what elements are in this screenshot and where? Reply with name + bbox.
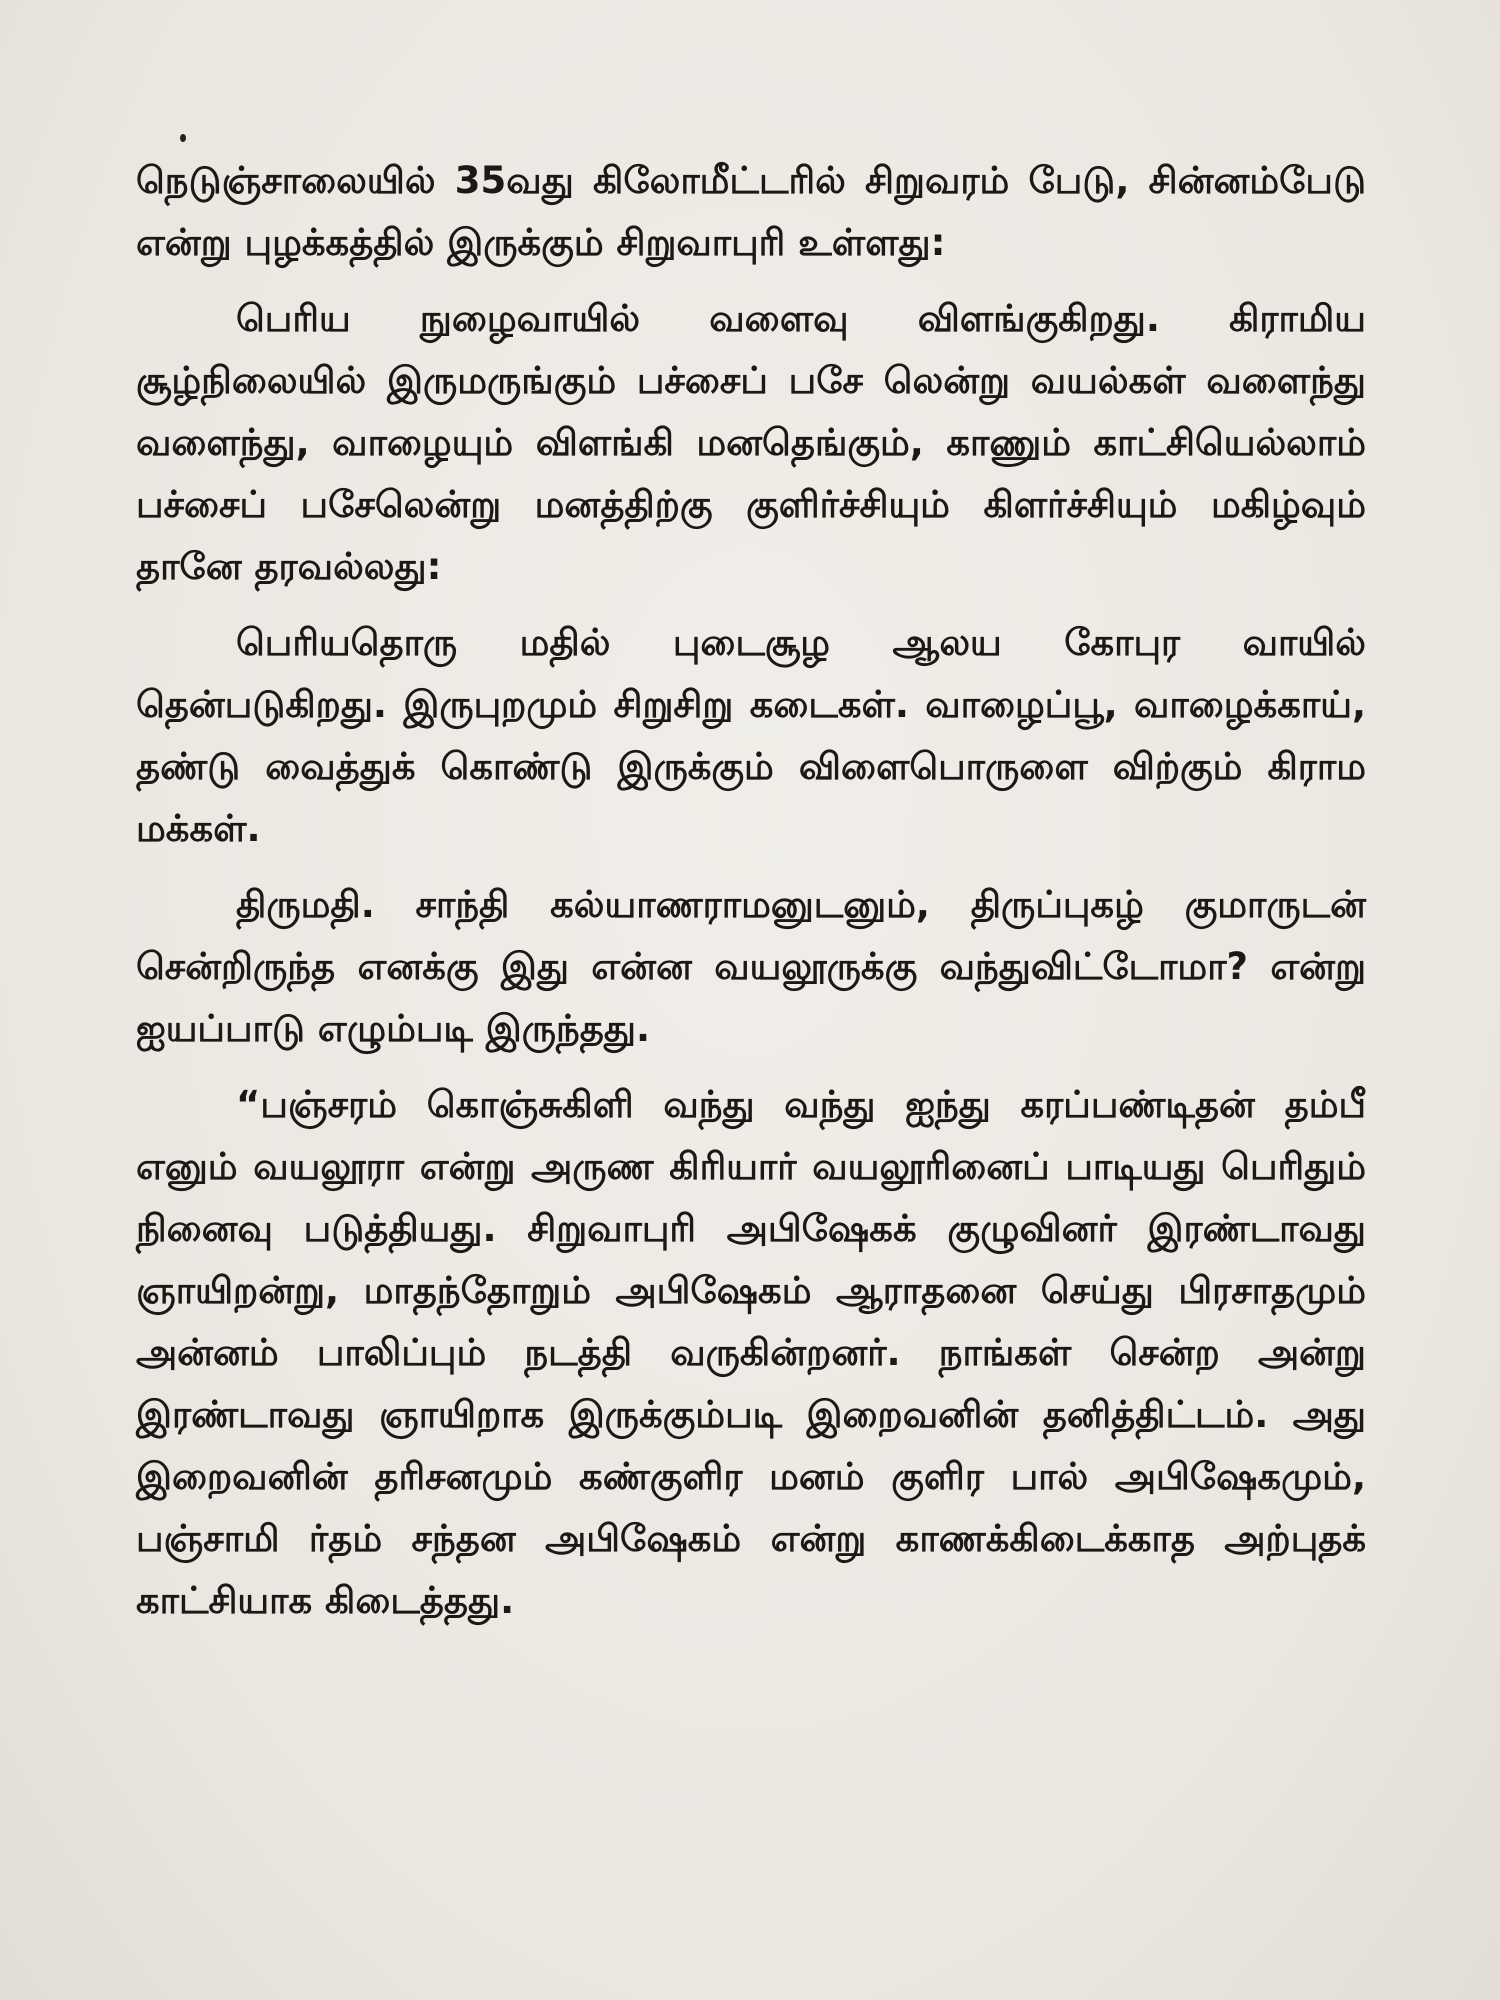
paragraph-3: பெரியதொரு மதில் புடைசூழ ஆலய கோபுர வாயில் தென்படுகிறது. இருபுறமும் சிறுசிறு கடைகள். வாழைப்பூ, வாழைக்காய், தண்டு வைத்துக் கொண்டு இருக்கும் விளைபொருளை விற்கும் கிராம மக்கள். (136, 621, 1366, 850)
body-text (136, 150, 1366, 1646)
paragraph-5: “பஞ்சரம் கொஞ்சுகிளி வந்து வந்து ஐந்து கரப்பண்டிதன் தம்பீ எனும் வயலூரா என்று அருண கிரியார் வயலூரினைப் பாடியது பெரிதும் நினைவு படுத்தியது. சிறுவாபுரி அபிஷேகக் குழுவினர் இரண்டாவது ஞாயிறன்று, மாதந்தோறும் அபிஷேகம் ஆராதனை செய்து பிரசாதமும் அன்னம் பாலிப்பும் நடத்தி வருகின்றனர். நாங்கள் சென்ற அன்று இரண்டாவது ஞாயிறாக இருக்கும்படி இறைவனின் தனித்திட்டம். அது இறைவனின் தரிசனமும் கண்குளிர மனம் குளிர பால் அபிஷேகமும், பஞ்சாமி ர்தம் சந்தன அபிஷேகம் என்று காணக்கிடைக்காத அற்புதக் காட்சியாக கிடைத்தது. (136, 1083, 1366, 1622)
ink-mark (180, 134, 186, 142)
paragraph-2: பெரிய நுழைவாயில் வளைவு விளங்குகிறது. கிராமிய சூழ்நிலையில் இருமருங்கும் பச்சைப் பசே லென்று வயல்கள் வளைந்து வளைந்து, வாழையும் விளங்கி மனதெங்கும், காணும் காட்சியெல்லாம் பச்சைப் பசேலென்று மனத்திற்கு குளிர்ச்சியும் கிளர்ச்சியும் மகிழ்வும் தானே தரவல்லது: (136, 297, 1366, 588)
paragraph-1: நெடுஞ்சாலையில் 35வது கிலோமீட்டரில் சிறுவரம் பேடு, சின்னம்பேடு என்று புழக்கத்தில் இருக்கும் சிறுவாபுரி உள்ளது: (136, 159, 1366, 264)
paragraph-4: திருமதி. சாந்தி கல்யாணராமனுடனும், திருப்புகழ் குமாருடன் சென்றிருந்த எனக்கு இது என்ன வயலூருக்கு வந்துவிட்டோமா? என்று ஐயப்பாடு எழும்படி இருந்தது. (136, 883, 1366, 1050)
